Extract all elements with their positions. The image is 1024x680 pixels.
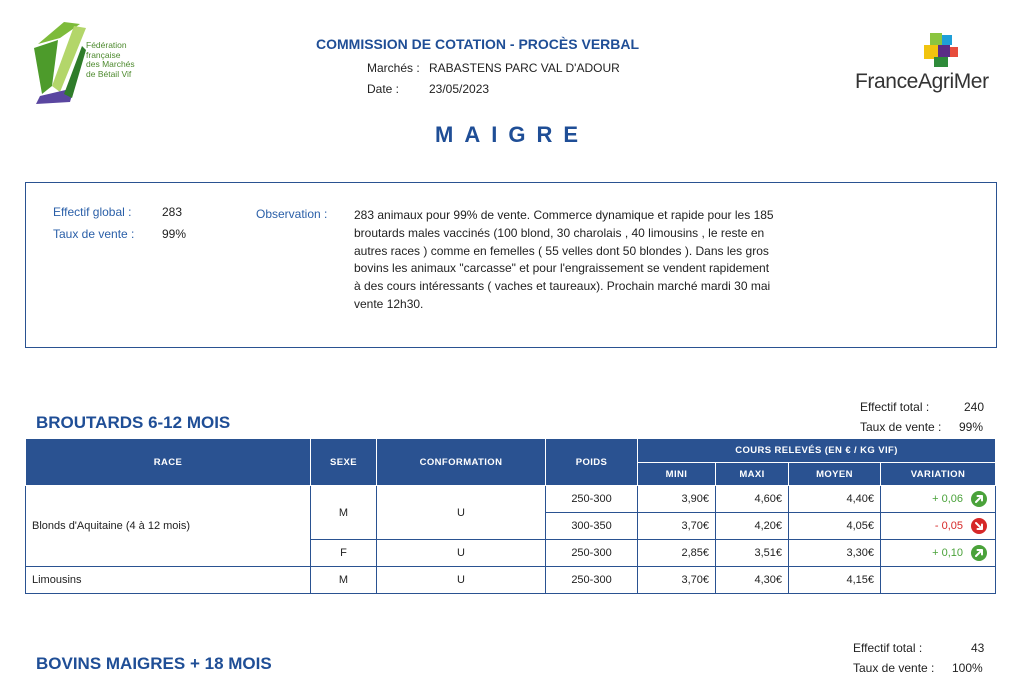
date-line: [367, 82, 489, 96]
col-header-sexe: SEXE: [311, 439, 377, 486]
poids-cell: 250-300: [546, 540, 638, 567]
mini-cell: 3,70€: [638, 567, 716, 594]
variation-cell: [881, 567, 996, 594]
table-row: [26, 567, 996, 594]
date-label: Date :: [367, 82, 400, 96]
sexe-cell: M: [311, 567, 377, 594]
section-title: MAIGRE: [435, 122, 589, 147]
maxi-cell: 4,30€: [716, 567, 789, 594]
observation-text: 283 animaux pour 99% de vente. Commerce dynamique et rapide pour les 185 broutards males vaccinés (100 blond, 30 charolais , 40 limousins , le reste en autres races ) comme en femelles ( 55 velles dont 50 blondes ). Dans les gros bovins les animaux "carcasse" et pour l'engraissement se vendent rapidement à des cours intéressants ( vaches et taureaux). Prochain marché mardi 30 mai vente 12h30.: [354, 208, 774, 311]
broutards-title: BROUTARDS 6-12 MOIS: [36, 413, 231, 432]
col-header-mini: MINI: [638, 463, 716, 486]
broutards-taux-value: 99%: [959, 420, 984, 434]
taux-vente-label: Taux de vente :: [53, 227, 135, 241]
broutards-taux-label: Taux de vente :: [860, 420, 942, 434]
ffm-logo-text: Fédération française des Marchés de Bétail Vif: [86, 40, 135, 79]
sexe-cell: F: [311, 540, 377, 567]
broutards-effectif-value: 240: [964, 400, 985, 414]
bovins-effectif-label: Effectif total :: [853, 641, 923, 655]
variation-value: + 0,06: [932, 492, 963, 505]
variation-value: - 0,05: [934, 519, 963, 532]
maxi-cell: 3,51€: [716, 540, 789, 567]
col-header-variation: VARIATION: [881, 463, 996, 486]
moyen-cell: 4,40€: [789, 486, 881, 513]
mini-cell: 3,70€: [638, 513, 716, 540]
race-cell: Blonds d'Aquitaine (4 à 12 mois): [26, 486, 311, 567]
moyen-cell: 4,05€: [789, 513, 881, 540]
trend-up-icon: [971, 545, 987, 561]
col-header-conformation: CONFORMATION: [377, 439, 546, 486]
race-cell: Limousins: [26, 567, 311, 594]
marches-line: [367, 61, 620, 75]
bovins-effectif-value: 43: [971, 641, 985, 655]
conformation-cell: U: [377, 486, 546, 540]
trend-down-icon: [971, 518, 987, 534]
sexe-cell: M: [311, 486, 377, 540]
franceagrimer-logo-text: FranceAgriMer: [855, 70, 989, 93]
maxi-cell: 4,20€: [716, 513, 789, 540]
bovins-taux-label: Taux de vente :: [853, 661, 935, 675]
effectif-global-value: 283: [162, 205, 183, 219]
col-header-moyen: MOYEN: [789, 463, 881, 486]
marches-value: RABASTENS PARC VAL D'ADOUR: [429, 61, 620, 75]
variation-cell: [881, 513, 996, 540]
variation-value: + 0,10: [932, 546, 963, 559]
bovins-taux-value: 100%: [952, 661, 983, 675]
broutards-table: [25, 438, 996, 594]
date-value: 23/05/2023: [429, 82, 490, 96]
mini-cell: 2,85€: [638, 540, 716, 567]
col-header-race: RACE: [26, 439, 311, 486]
col-header-maxi: MAXI: [716, 463, 789, 486]
col-header-cours-group: COURS RELEVÉS (EN € / KG VIF): [638, 439, 996, 463]
broutards-effectif-label: Effectif total :: [860, 400, 930, 414]
poids-cell: 250-300: [546, 567, 638, 594]
mini-cell: 3,90€: [638, 486, 716, 513]
marches-label: Marchés :: [367, 61, 420, 75]
observation-label: Observation :: [256, 207, 328, 221]
taux-vente-value: 99%: [162, 227, 187, 241]
variation-cell: [881, 486, 996, 513]
moyen-cell: 4,15€: [789, 567, 881, 594]
poids-cell: 300-350: [546, 513, 638, 540]
effectif-global-label: Effectif global :: [53, 205, 132, 219]
document-title: COMMISSION DE COTATION - PROCÈS VERBAL: [316, 36, 640, 52]
variation-cell: [881, 540, 996, 567]
conformation-cell: U: [377, 567, 546, 594]
maxi-cell: 4,60€: [716, 486, 789, 513]
col-header-poids: POIDS: [546, 439, 638, 486]
franceagrimer-logo-mark: [920, 33, 964, 67]
moyen-cell: 3,30€: [789, 540, 881, 567]
trend-up-icon: [971, 491, 987, 507]
bovins-maigres-title: BOVINS MAIGRES + 18 MOIS: [36, 654, 272, 673]
table-row: [26, 486, 996, 513]
poids-cell: 250-300: [546, 486, 638, 513]
conformation-cell: U: [377, 540, 546, 567]
